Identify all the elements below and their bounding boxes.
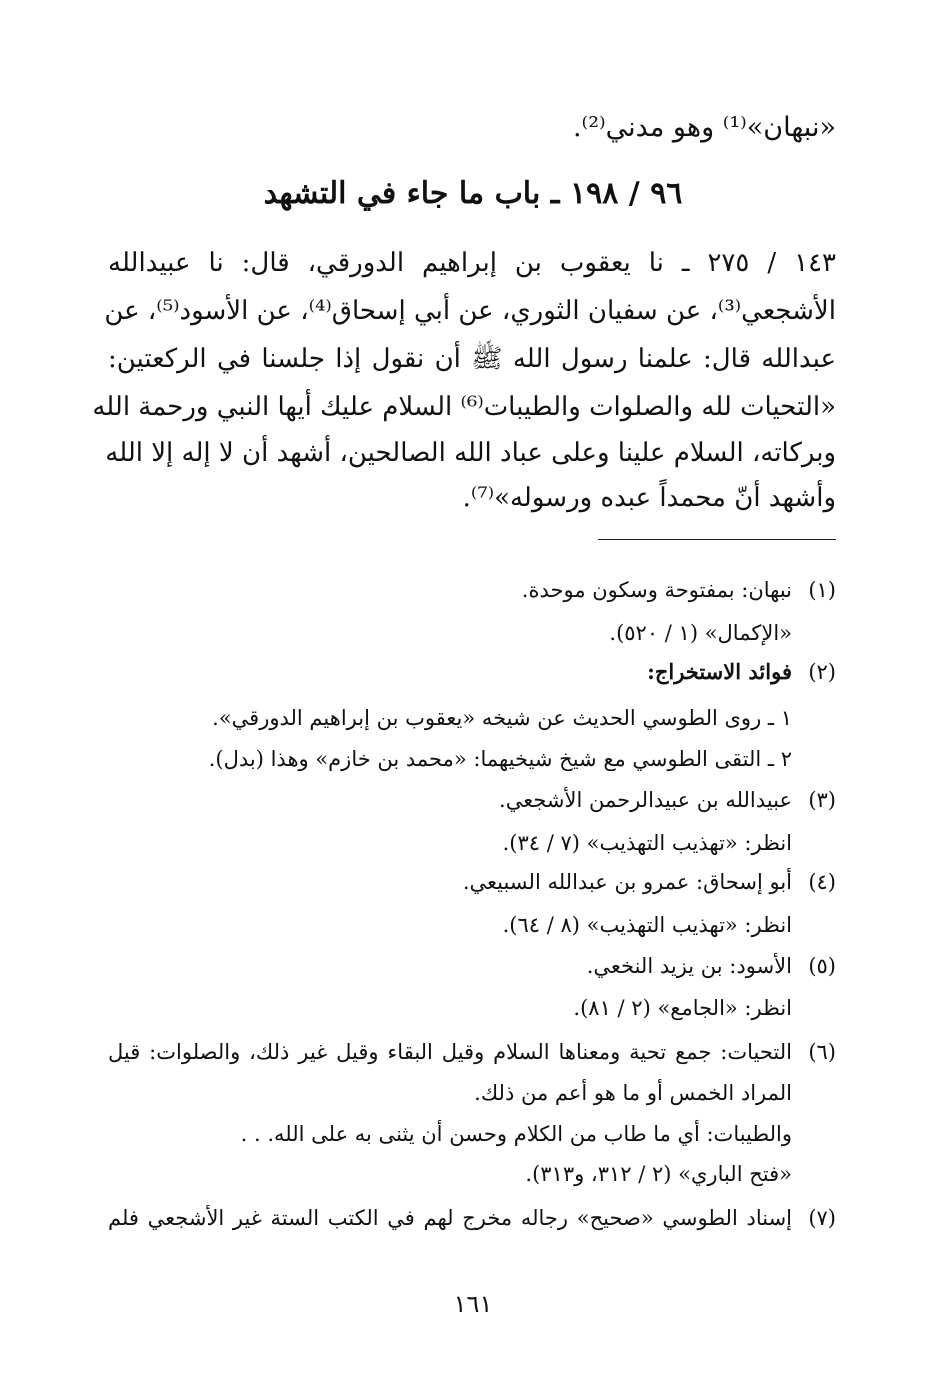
footnote-6 bbox=[108, 1036, 836, 1068]
footnote-text: فوائد الاستخراج: bbox=[647, 659, 792, 684]
continued-text-line: «نبهان»⁽¹⁾ وهو مدني⁽²⁾. bbox=[572, 112, 836, 143]
footnote-number: (٥) bbox=[808, 954, 836, 978]
hadith-line-4: «التحيات لله والصلوات والطيبات⁽⁶⁾ السلام عليك أيها النبي ورحمة الله bbox=[92, 392, 836, 422]
hadith-line-2: الأشجعي⁽³⁾، عن سفيان الثوري، عن أبي إسحاق⁽⁴⁾، عن الأسود⁽⁵⁾، عن bbox=[104, 296, 836, 326]
footnote-number: (١) bbox=[808, 578, 836, 602]
footnote-1 bbox=[522, 574, 836, 606]
footnote-text: عبيدالله بن عبيدالرحمن الأشجعي. bbox=[499, 788, 792, 812]
footnote-number: (٢) bbox=[808, 660, 836, 684]
footnote-5-reference: انظر: «الجامع» (٢ / ٨١). bbox=[573, 996, 792, 1020]
hadith-line-5: وبركاته، السلام علينا وعلى عباد الله الصالحين، أشهد أن لا إله إلا الله bbox=[105, 438, 836, 468]
footnote-3 bbox=[499, 784, 836, 816]
footnote-2 bbox=[647, 656, 836, 688]
hadith-line-3: عبدالله قال: علمنا رسول الله ﷺ أن نقول إذا جلسنا في الركعتين: bbox=[108, 344, 836, 374]
footnote-text: الأسود: بن يزيد النخعي. bbox=[586, 954, 792, 978]
footnote-text: أبو إسحاق: عمرو بن عبدالله السبيعي. bbox=[462, 870, 792, 894]
hadith-line-6: وأشهد أنّ محمداً عبده ورسوله»⁽⁷⁾. bbox=[462, 483, 836, 513]
footnote-7 bbox=[108, 1202, 836, 1234]
footnote-6-continuation: المراد الخمس أو ما هو أعم من ذلك. bbox=[474, 1081, 792, 1105]
footnote-number: (٣) bbox=[808, 788, 836, 812]
footnote-2-point-2: ٢ ـ التقى الطوسي مع شيخ شيخيهما: «محمد بن خازم» وهذا (بدل). bbox=[208, 747, 792, 771]
footnote-2-point-1: ١ ـ روى الطوسي الحديث عن شيخه «يعقوب بن إبراهيم الدورقي». bbox=[212, 706, 792, 730]
footnote-divider bbox=[598, 539, 836, 540]
footnote-number: (٦) bbox=[808, 1040, 836, 1064]
footnote-6-reference: «فتح الباري» (٢ / ٣١٢، و٣١٣). bbox=[525, 1162, 792, 1186]
footnote-3-reference: انظر: «تهذيب التهذيب» (٧ / ٣٤). bbox=[502, 831, 792, 855]
footnote-text: التحيات: جمع تحية ومعناها السلام وقيل البقاء وقيل غير ذلك، والصلوات: قيل bbox=[108, 1040, 792, 1064]
footnote-text: إسناد الطوسي «صحيح» رجاله مخرج لهم في الكتب الستة غير الأشجعي فلم bbox=[108, 1206, 792, 1230]
footnote-6-point-2: والطيبات: أي ما طاب من الكلام وحسن أن يثنى به على الله. . . bbox=[240, 1122, 792, 1146]
hadith-line-1: ١٤٣ / ٢٧٥ ـ نا يعقوب بن إبراهيم الدورقي، قال: نا عبيدالله bbox=[108, 248, 837, 278]
page-number: ١٦١ bbox=[453, 1290, 493, 1318]
footnote-1-reference: «الإكمال» (١ / ٥٢٠). bbox=[609, 621, 792, 645]
footnote-text: نبهان: بمفتوحة وسكون موحدة. bbox=[521, 578, 792, 602]
footnote-4 bbox=[463, 866, 836, 898]
footnote-4-reference: انظر: «تهذيب التهذيب» (٨ / ٦٤). bbox=[502, 913, 792, 937]
footnote-number: (٤) bbox=[808, 870, 836, 894]
footnote-5 bbox=[587, 950, 836, 982]
footnote-number: (٧) bbox=[808, 1206, 836, 1230]
chapter-heading: ٩٦ / ١٩٨ ـ باب ما جاء في التشهد bbox=[263, 176, 683, 211]
